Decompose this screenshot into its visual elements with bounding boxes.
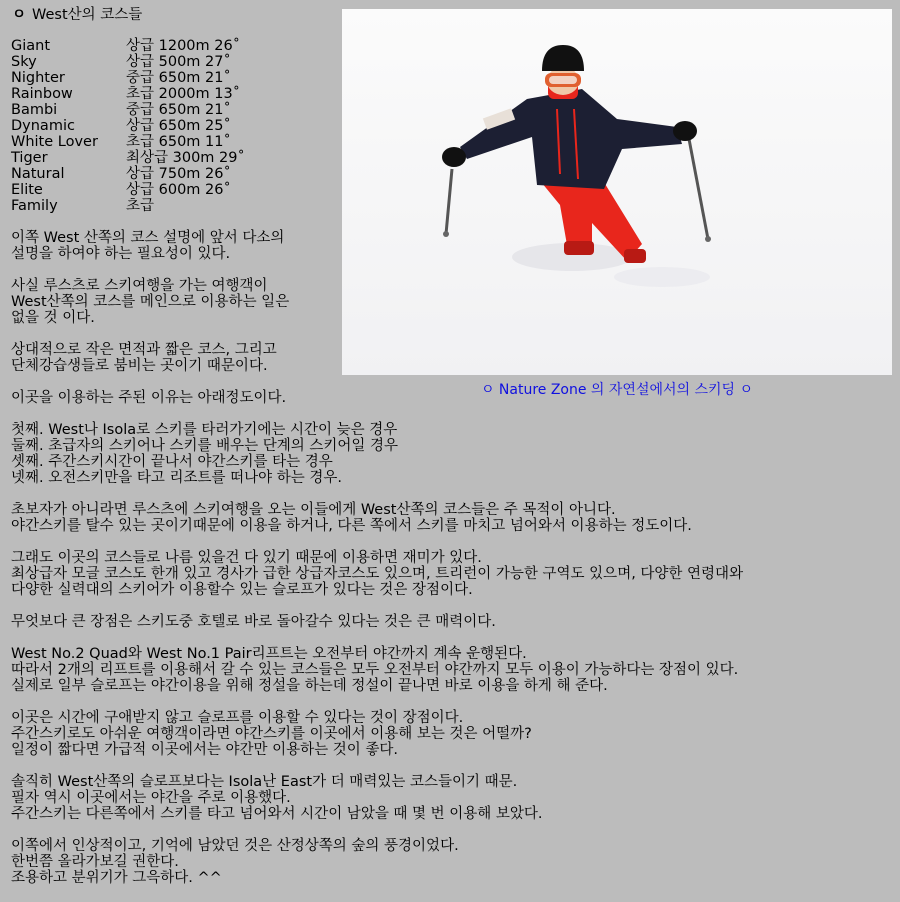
course-row — [11, 166, 245, 182]
course-spec: 중급 650m 21˚ — [126, 102, 231, 118]
text-line: 이쪽에서 인상적이고, 기억에 남았던 것은 산정상쪽의 숲의 풍경이었다. — [11, 838, 459, 854]
course-list — [11, 38, 245, 214]
text-line: 이쪽 West 산쪽의 코스 설명에 앞서 다소의 — [11, 230, 285, 246]
text-line: 사실 루스츠로 스키여행을 가는 여행객이 — [11, 278, 268, 294]
course-name: Family — [11, 198, 58, 214]
text-line: 다양한 실력대의 스키어가 이용할수 있는 슬로프가 있다는 것은 장점이다. — [11, 582, 473, 598]
paragraph — [11, 550, 891, 598]
heading-title: West산의 코스들 — [32, 7, 143, 23]
text-line: 무엇보다 큰 장점은 스키도중 호텔로 바로 돌아갈수 있다는 것은 큰 매력이다. — [11, 614, 496, 630]
paragraph — [11, 230, 341, 262]
text-line: 야간스키를 탈수 있는 곳이기때문에 이용을 하거나, 다른 쪽에서 스키를 마치고 넘어와서 이용하는 정도이다. — [11, 518, 692, 534]
course-row — [11, 150, 245, 166]
course-spec: 중급 650m 21˚ — [126, 70, 231, 86]
text-line: 둘째. 초급자의 스키어나 스키를 배우는 단계의 스키어일 경우 — [11, 438, 399, 454]
text-line: 최상급자 모글 코스도 한개 있고 경사가 급한 상급자코스도 있으며, 트리런이 가능한 구역도 있으며, 다양한 연령대와 — [11, 566, 744, 582]
course-spec: 상급 1200m 26˚ — [126, 38, 240, 54]
paragraph — [11, 422, 891, 486]
text-line: 상대적으로 작은 면적과 짧은 코스, 그리고 — [11, 342, 277, 358]
paragraph — [11, 710, 891, 758]
body-text — [11, 422, 891, 902]
course-spec: 초급 2000m 13˚ — [126, 86, 240, 102]
skier-photo — [342, 9, 892, 375]
text-line: 이곳을 이용하는 주된 이유는 아래정도이다. — [11, 390, 287, 406]
photo-caption: ㅇ Nature Zone 의 자연설에서의 스키딩 ㅇ — [480, 382, 754, 398]
course-row — [11, 182, 245, 198]
text-line: 없을 것 이다. — [11, 310, 95, 326]
text-line: 초보자가 아니라면 루스츠에 스키여행을 오는 이들에게 West산쪽의 코스들은 주 목적이 아니다. — [11, 502, 616, 518]
paragraph — [11, 774, 891, 822]
paragraph — [11, 838, 891, 886]
text-line: 첫째. West나 Isola로 스키를 타러가기에는 시간이 늦은 경우 — [11, 422, 398, 438]
course-row — [11, 38, 245, 54]
course-name: Giant — [11, 38, 51, 54]
course-row — [11, 198, 245, 214]
text-line: 넷째. 오전스키만을 타고 리조트를 떠나야 하는 경우. — [11, 470, 343, 486]
paragraph — [11, 342, 341, 374]
text-line: 이곳은 시간에 구애받지 않고 슬로프를 이용할 수 있다는 것이 장점이다. — [11, 710, 464, 726]
course-spec: 초급 — [126, 198, 155, 214]
text-line: 설명을 하여야 하는 필요성이 있다. — [11, 246, 231, 262]
course-name: Dynamic — [11, 118, 75, 134]
text-line: 그래도 이곳의 코스들로 나름 있을건 다 있기 때문에 이용하면 재미가 있다. — [11, 550, 482, 566]
course-row — [11, 54, 245, 70]
course-row — [11, 102, 245, 118]
course-name: Elite — [11, 182, 43, 198]
course-name: Rainbow — [11, 86, 73, 102]
course-name: Sky — [11, 54, 37, 70]
course-row — [11, 86, 245, 102]
course-name: Bambi — [11, 102, 58, 118]
course-spec: 상급 650m 25˚ — [126, 118, 231, 134]
paragraph — [11, 390, 341, 406]
text-line: 일정이 짧다면 가급적 이곳에서는 야간만 이용하는 것이 좋다. — [11, 742, 399, 758]
intro-text — [11, 230, 341, 422]
text-line: West산쪽의 코스를 메인으로 이용하는 일은 — [11, 294, 290, 310]
course-row — [11, 70, 245, 86]
course-name: Nighter — [11, 70, 65, 86]
text-line: 셋째. 주간스키시간이 끝나서 야간스키를 타는 경우 — [11, 454, 333, 470]
course-spec: 상급 750m 26˚ — [126, 166, 231, 182]
text-line: 단체강습생들로 붐비는 곳이기 때문이다. — [11, 358, 268, 374]
left-glove — [442, 147, 466, 167]
course-name: Natural — [11, 166, 65, 182]
text-line: 필자 역시 이곳에서는 야간을 주로 이용했다. — [11, 790, 291, 806]
course-spec: 상급 600m 26˚ — [126, 182, 231, 198]
text-line: West No.2 Quad와 West No.1 Pair리프트는 오전부터 야간까지 계속 운행된다. — [11, 646, 527, 662]
paragraph — [11, 278, 341, 326]
text-line: 주간스키는 다른쪽에서 스키를 타고 넘어와서 시간이 남았을 때 몇 번 이용해 보았다. — [11, 806, 543, 822]
section-heading — [12, 6, 142, 24]
course-spec: 상급 500m 27˚ — [126, 54, 231, 70]
text-line: 솔직히 West산쪽의 슬로프보다는 Isola난 East가 더 매력있는 코스들이기 때문. — [11, 774, 518, 790]
text-line: 실제로 일부 슬로프는 야간이용을 위해 정설을 하는데 정설이 끝나면 바로 이용을 하게 해 준다. — [11, 678, 608, 694]
right-glove — [673, 121, 697, 141]
paragraph — [11, 502, 891, 534]
course-spec: 초급 650m 11˚ — [126, 134, 231, 150]
skier-illustration — [342, 9, 892, 375]
text-line: 조용하고 분위기가 그윽하다. ^^ — [11, 870, 222, 886]
course-name: Tiger — [11, 150, 48, 166]
paragraph — [11, 646, 891, 694]
course-row — [11, 134, 245, 150]
course-spec: 최상급 300m 29˚ — [126, 150, 245, 166]
heading-bullet: ㅇ — [12, 7, 27, 23]
text-line: 따라서 2개의 리프트를 이용해서 갈 수 있는 코스들은 모두 오전부터 야간까지 모두 이용이 가능하다는 장점이 있다. — [11, 662, 739, 678]
text-line: 한번쯤 올라가보길 권한다. — [11, 854, 179, 870]
snow-spray-2 — [614, 267, 710, 287]
paragraph — [11, 614, 891, 630]
course-row — [11, 118, 245, 134]
text-line: 주간스키로도 아쉬운 여행객이라면 야간스키를 이곳에서 이용해 보는 것은 어떨까? — [11, 726, 532, 742]
course-name: White Lover — [11, 134, 98, 150]
snow-background — [342, 9, 892, 375]
